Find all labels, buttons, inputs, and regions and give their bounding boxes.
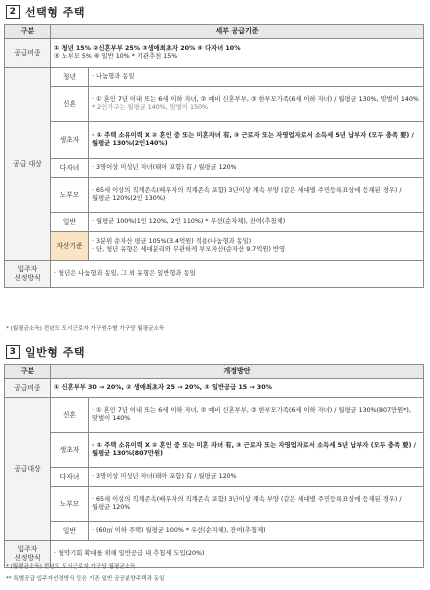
- table-row: [5, 398, 424, 433]
- row-label: 생초자: [51, 122, 89, 159]
- table-row: [5, 122, 424, 159]
- section-3-title: [6, 344, 85, 360]
- row-label: 신혼: [51, 398, 89, 433]
- row-text: · 월평균 100%(1인 120%, 2인 110%) * 우선(순자체), 잔여(추첨제): [89, 213, 424, 232]
- row-text: · ① 혼인 7년 이내 또는 6세 이하 자녀, ② 예비 신혼부부, ③ 한부모가족(6세 이하 자녀) / 월평균 130%, 맞벌이 140%: [92, 95, 419, 103]
- supply-label: 공급비중: [5, 39, 51, 68]
- row-text: · ① 주택 소유이력 X ② 혼인 중 또는 미혼 자녀 有, ③ 근로자 또는 자영업자로서 소득세 5년 납부자 (모두 충족 要) / 월평균 130%(807만원): [89, 433, 424, 468]
- row-text: · 나눔형과 동일: [89, 68, 424, 87]
- supply-value: ① 신혼부부 30 → 20%, ② 생애최초자 25 → 20%, ③ 일반공급 15 → 30%: [51, 379, 424, 398]
- row-text: · 3명이상 미성년 자녀(태아 포함) 有 / 월평균 120%: [89, 468, 424, 487]
- method-text: · 청년은 나눔형과 동일, 그 외 유형은 일반형과 동일: [51, 261, 424, 288]
- table-row: [5, 468, 424, 487]
- section-2-footnote: * (월평균소득) 전년도 도시근로자 가구원수별 가구당 월평균소득: [6, 326, 165, 332]
- table-row: [5, 68, 424, 87]
- row-label: 일반: [51, 213, 89, 232]
- row-text: · 3분위 순자산 평균 105%(3.4억원) 적용(나눔형과 동일): [92, 237, 252, 245]
- row-label: 신혼: [51, 87, 89, 122]
- method-label: 입주자 선정방식: [5, 261, 51, 288]
- table-row: [5, 159, 424, 178]
- table-row: [5, 87, 424, 122]
- section-2-table: [4, 24, 424, 288]
- method-label: 입주자 선정방식: [5, 541, 51, 568]
- row-text: · 65세 이상의 직계존속(배우자의 직계존속 포함) 3년이상 계속 부양 (같은 세대별 주민등록표상에 등재된 경우) / 월평균 120%: [89, 487, 424, 522]
- row-cell: [89, 87, 424, 122]
- method-text: · 청약기회 확대를 위해 일반공급 내 추첨제 도입(20%): [51, 541, 424, 568]
- row-cell: [89, 232, 424, 261]
- header-criteria: 세부 공급기준: [51, 25, 424, 39]
- row-label: 노부모: [51, 178, 89, 213]
- supply-value: [51, 39, 424, 68]
- table-header-row: [5, 365, 424, 379]
- method-row: [5, 261, 424, 288]
- row-text: · ① 주택 소유이력 X ② 혼인 중 또는 미혼자녀 有, ③ 근로자 또는 자영업자로서 소득세 5년 납부자 (모두 충족 要) / 월평균 130%(2인140%): [89, 122, 424, 159]
- target-label: 공급대상: [5, 398, 51, 541]
- section-3-heading: 일반형 주택: [25, 346, 85, 359]
- row-note: · 단, 청년 유형은 세대분리와 무관하게 부모자산(순자산 9.7억원) 반영: [92, 246, 286, 254]
- header-plan: 개정방안: [51, 365, 424, 379]
- table-row: [5, 232, 424, 261]
- supply-row: [5, 39, 424, 68]
- target-label: 공급 대상: [5, 68, 51, 261]
- section-2-heading: 선택형 주택: [25, 6, 85, 19]
- section-3-table: [4, 364, 424, 568]
- row-label: 다자녀: [51, 468, 89, 487]
- supply-line-2: ⑤ 노부모 5% ⑥ 일반 10% * 기관추천 15%: [54, 53, 178, 61]
- table-row: [5, 178, 424, 213]
- row-text: · 65세 이상의 직계존속(배우자의 직계존속 포함) 3년이상 계속 부양 (같은 세대별 주민등록표상에 등재된 경우) / 월평균 120%(2인 130%): [89, 178, 424, 213]
- table-row: [5, 522, 424, 541]
- row-note: * 2인가구는 월평균 140%, 맞벌이 150%: [92, 104, 208, 112]
- supply-label: 공급비중: [5, 379, 51, 398]
- row-text: · (60㎡ 이하 주택) 월평균 100% * 우선(순자체), 잔여(추첨제): [89, 522, 424, 541]
- row-label: 다자녀: [51, 159, 89, 178]
- table-row: [5, 213, 424, 232]
- table-row: [5, 487, 424, 522]
- section-3-number: 3: [6, 345, 20, 359]
- header-category: 구분: [5, 365, 51, 379]
- section-2-number: 2: [6, 5, 20, 19]
- header-category: 구분: [5, 25, 51, 39]
- row-label: 일반: [51, 522, 89, 541]
- row-text: · ① 혼인 7년 이내 또는 6세 이하 자녀, ② 예비 신혼부부, ③ 한부모가족(6세 이하 자녀) / 월평균 130%(807만원*), 맞벌이 140%: [89, 398, 424, 433]
- section-2-title: [6, 4, 85, 20]
- row-label: 노부모: [51, 487, 89, 522]
- row-text: · 3명이상 미성년 자녀(태아 포함) 有 / 월평균 120%: [89, 159, 424, 178]
- row-label: 청년: [51, 68, 89, 87]
- table-header-row: [5, 25, 424, 39]
- section-3-footnote-2: ** 특별공급 입주자선정방식 등은 기존 일반 공공분양주택과 동일: [6, 576, 165, 582]
- section-3-footnote-1: * (월평균소득) 전년도 도시근로자 가구당 월평균소득: [6, 564, 136, 570]
- table-row: [5, 433, 424, 468]
- row-label-asset: 자산기준: [51, 232, 89, 261]
- row-label: 생초자: [51, 433, 89, 468]
- supply-row: [5, 379, 424, 398]
- supply-line-1: ① 청년 15% ②신혼부부 25% ③생애최초자 20% ④ 다자녀 10%: [54, 44, 241, 52]
